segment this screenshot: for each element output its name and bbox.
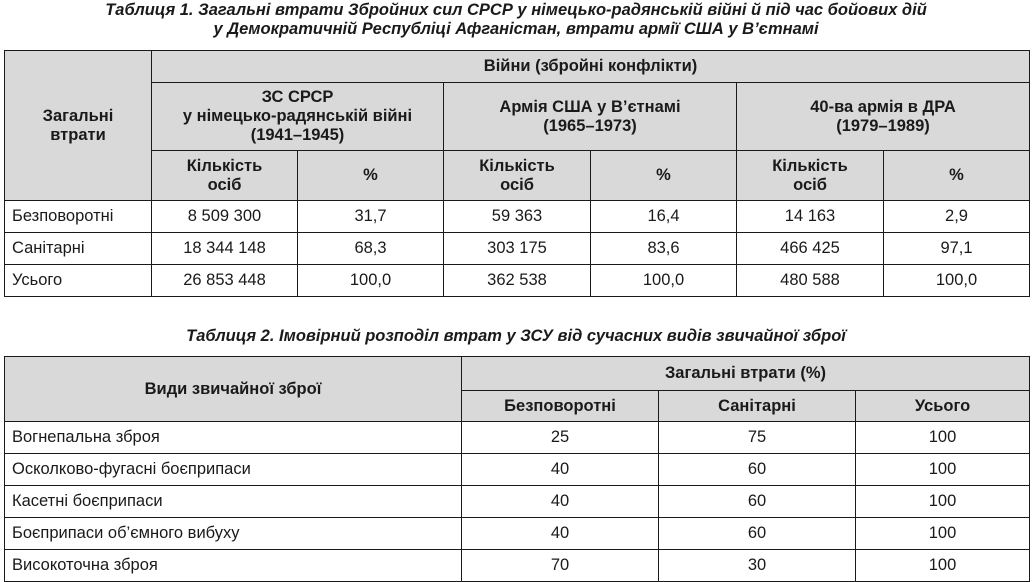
row-label: Високоточна зброя — [5, 550, 462, 582]
subheader-percent: % — [298, 151, 444, 201]
header-weapon-types: Види звичайної зброї — [5, 357, 462, 422]
table1-caption-line2: у Демократичній Республіці Афганістан, втрати армії США у В’єтнамі — [213, 20, 819, 38]
table-cell: 40 — [462, 518, 659, 550]
table-cell: 100 — [856, 454, 1030, 486]
table-cell: 31,7 — [298, 201, 444, 233]
table-cell: 59 363 — [444, 201, 591, 233]
row-label: Санітарні — [5, 233, 152, 265]
table-cell: 466 425 — [737, 233, 884, 265]
table1-caption — [0, 1, 1032, 39]
subheader-count: Кількість осіб — [152, 151, 298, 201]
table-row — [5, 201, 1030, 233]
table-cell: 362 538 — [444, 265, 591, 297]
table-row — [5, 233, 1030, 265]
losses-table — [4, 50, 1030, 297]
header-wars: Війни (збройні конфлікти) — [152, 51, 1030, 83]
table-cell: 83,6 — [591, 233, 737, 265]
subheader-percent: % — [591, 151, 737, 201]
table-cell: 100 — [856, 486, 1030, 518]
table-cell: 100,0 — [298, 265, 444, 297]
table-cell: 30 — [659, 550, 856, 582]
header-group-ussr: ЗС СРСР у німецько-радянській війні (1941–1945) — [152, 83, 444, 151]
table-cell: 100 — [856, 518, 1030, 550]
header-total-losses: Загальні втрати — [5, 51, 152, 201]
table-row — [5, 518, 1030, 550]
weapons-losses-table — [4, 356, 1030, 582]
table-cell: 97,1 — [884, 233, 1030, 265]
table-cell: 75 — [659, 422, 856, 454]
table-cell: 60 — [659, 518, 856, 550]
row-label: Вогнепальна зброя — [5, 422, 462, 454]
subheader-total: Усього — [856, 391, 1030, 422]
subheader-count: Кількість осіб — [444, 151, 591, 201]
table-row — [5, 550, 1030, 582]
table-cell: 60 — [659, 454, 856, 486]
subheader-count: Кількість осіб — [737, 151, 884, 201]
header-group-dra: 40-ва армія в ДРА (1979–1989) — [737, 83, 1030, 151]
table-cell: 14 163 — [737, 201, 884, 233]
table-cell: 40 — [462, 454, 659, 486]
table2-caption: Таблиця 2. Імовірний розподіл втрат у ЗСУ від сучасних видів звичайної зброї — [186, 327, 846, 345]
table-cell: 2,9 — [884, 201, 1030, 233]
table-cell: 480 588 — [737, 265, 884, 297]
table-row — [5, 486, 1030, 518]
table-cell: 100,0 — [884, 265, 1030, 297]
table-cell: 26 853 448 — [152, 265, 298, 297]
subheader-irrecoverable: Безповоротні — [462, 391, 659, 422]
table-cell: 100 — [856, 550, 1030, 582]
table-cell: 16,4 — [591, 201, 737, 233]
table1-caption-line1: Таблиця 1. Загальні втрати Збройних сил СРСР у німецько-радянській війні й під час бойових дій — [105, 1, 927, 19]
row-label: Безповоротні — [5, 201, 152, 233]
header-group-usa: Армія США у В’єтнамі (1965–1973) — [444, 83, 737, 151]
table-cell: 60 — [659, 486, 856, 518]
table-cell: 70 — [462, 550, 659, 582]
subheader-sanitary: Санітарні — [659, 391, 856, 422]
table-cell: 303 175 — [444, 233, 591, 265]
row-label: Касетні боєприпаси — [5, 486, 462, 518]
row-label: Усього — [5, 265, 152, 297]
table-cell: 25 — [462, 422, 659, 454]
table-row — [5, 265, 1030, 297]
table-cell: 100,0 — [591, 265, 737, 297]
header-total-losses-percent: Загальні втрати (%) — [462, 357, 1030, 391]
table-cell: 8 509 300 — [152, 201, 298, 233]
table-cell: 68,3 — [298, 233, 444, 265]
table-row — [5, 422, 1030, 454]
row-label: Боєприпаси об’ємного вибуху — [5, 518, 462, 550]
subheader-percent: % — [884, 151, 1030, 201]
row-label: Осколково-фугасні боєприпаси — [5, 454, 462, 486]
table-cell: 100 — [856, 422, 1030, 454]
table-cell: 18 344 148 — [152, 233, 298, 265]
table-row — [5, 454, 1030, 486]
table-cell: 40 — [462, 486, 659, 518]
